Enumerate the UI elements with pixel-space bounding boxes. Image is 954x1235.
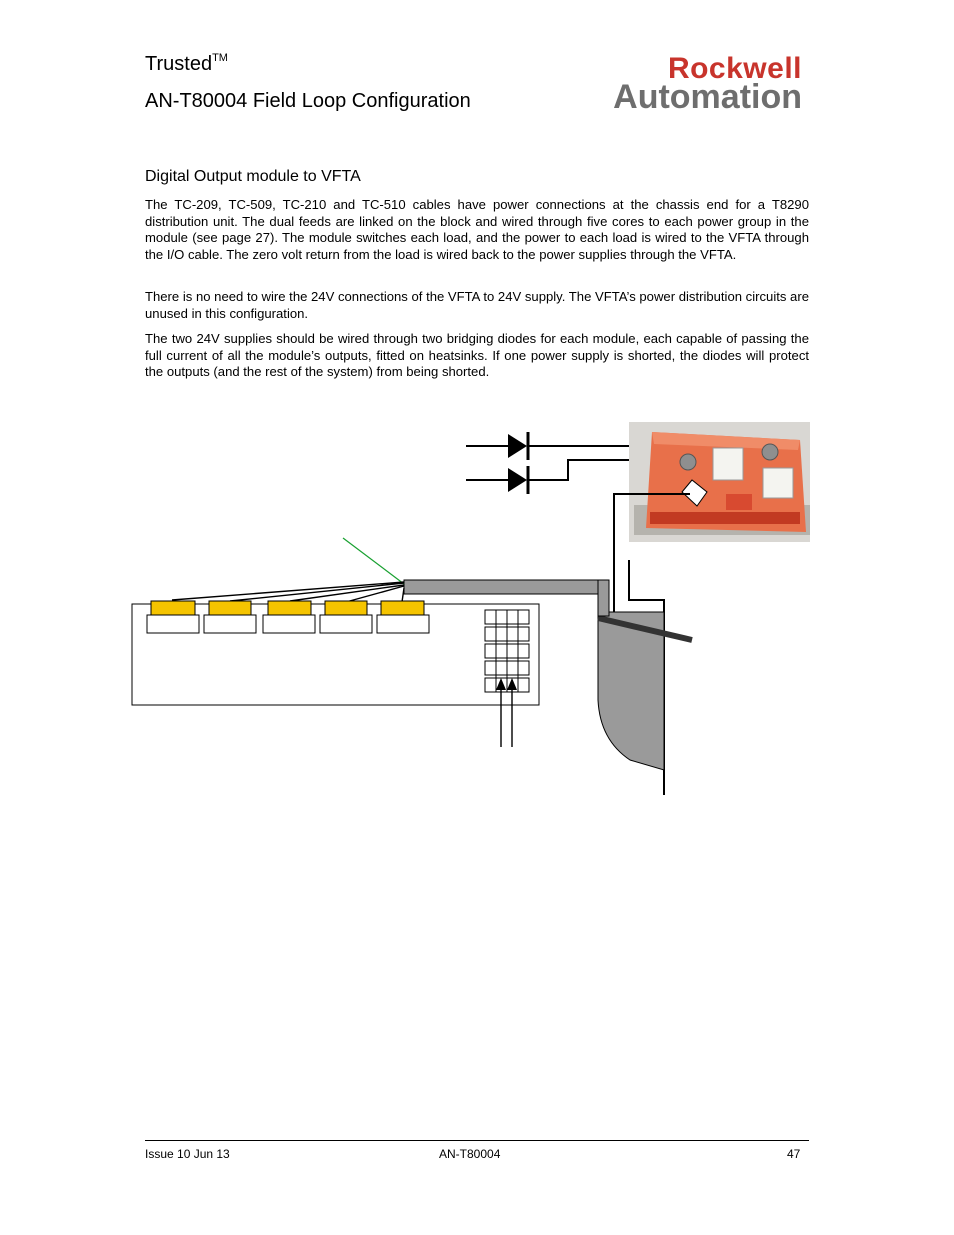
diode-1-icon — [508, 434, 527, 458]
wiring-diagram — [0, 400, 954, 810]
logo-line2: Automation — [613, 78, 802, 112]
trademark-mark: TM — [212, 52, 228, 64]
footer-issue: Issue 10 Jun 13 — [145, 1147, 230, 1161]
section-heading: Digital Output module to VFTA — [145, 168, 361, 185]
pointer-line — [343, 538, 404, 584]
terminal-block — [485, 610, 529, 692]
cable-entry-panel — [598, 612, 664, 770]
footer-rule — [145, 1140, 809, 1141]
footer-page-number: 47 — [787, 1147, 801, 1161]
diode-2-icon — [508, 468, 527, 492]
footer-doc-id: AN-T80004 — [439, 1147, 501, 1161]
logo-line1: Rockwell — [667, 54, 802, 85]
io-cable-horizontal — [404, 580, 609, 594]
io-cable-vertical — [598, 580, 609, 616]
document-title: AN-T80004 Field Loop Configuration — [145, 90, 471, 112]
power-group-connectors — [147, 601, 429, 633]
paragraph-1: The TC-209, TC-509, TC-210 and TC-510 cables have power connections at the chassis end for a T8290 distribution unit. The dual feeds are linked on the block and wired through five cores to each power group in the module (see page 27). The module switches each load, and the power to each load is wired to the VFTA through the I/O cable. The zero volt return from the load is wired back to the power supplies through the VFTA. — [145, 197, 809, 262]
brand-title — [145, 46, 228, 76]
paragraph-2: There is no need to wire the 24V connections of the VFTA to 24V supply. The VFTA’s power distribution circuits are unused in this configuration. — [145, 289, 809, 321]
vfta-board-image — [629, 422, 810, 542]
paragraph-3: The two 24V supplies should be wired through two bridging diodes for each module, each capable of passing the full current of all the module’s outputs, fitted on heatsinks. If one power supply is shorted, the diodes will protect the outputs (and the rest of the system) from being shorted. — [145, 331, 809, 379]
brand-name: Trusted — [145, 53, 213, 75]
power-cores — [172, 582, 404, 602]
rockwell-automation-logo — [566, 54, 806, 112]
